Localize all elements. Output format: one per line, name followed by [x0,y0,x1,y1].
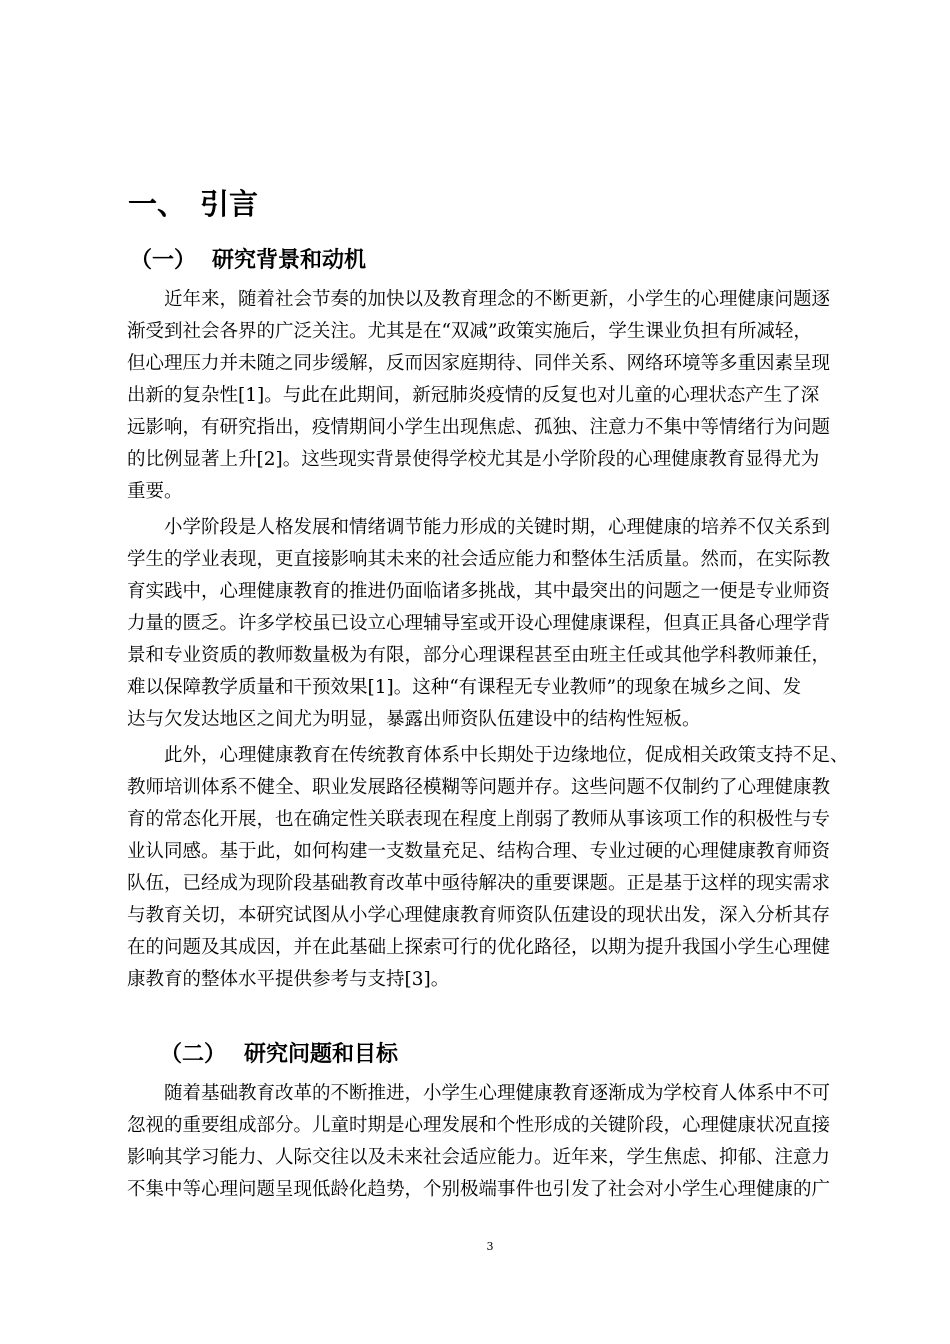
text-line: 学生的学业表现，更直接影响其未来的社会适应能力和整体生活质量。然而，在实际教 [127,549,831,570]
text-line: 教师培训体系不健全、职业发展路径模糊等问题并存。这些问题不仅制约了心理健康教 [127,777,831,798]
text-line: 但心理压力并未随之同步缓解，反而因家庭期待、同伴关系、网络环境等多重因素呈现 [127,353,831,374]
text-line: 影响其学习能力、人际交往以及未来社会适应能力。近年来，学生焦虑、抑郁、注意力 [127,1147,831,1168]
text-line: 远影响，有研究指出，疫情期间小学生出现焦虑、孤独、注意力不集中等情绪行为问题 [127,417,831,438]
chapter-heading [128,186,258,222]
section-heading-questions [160,1040,398,1070]
text-line: 重要。 [127,481,183,502]
text-line: 不集中等心理问题呈现低龄化趋势，个别极端事件也引发了社会对小学生心理健康的广 [127,1179,831,1200]
text-line: 渐受到社会各界的广泛关注。尤其是在“双减”政策实施后，学生课业负担有所减轻， [127,321,812,342]
text-line: 达与欠发达地区之间尤为明显，暴露出师资队伍建设中的结构性短板。 [127,709,701,730]
text-line: 育实践中，心理健康教育的推进仍面临诸多挑战，其中最突出的问题之一便是专业师资 [127,581,831,602]
text-line: 随着基础教育改革的不断推进，小学生心理健康教育逐渐成为学校育人体系中不可 [127,1083,831,1104]
text-line: 的比例显著上升[2]。这些现实背景使得学校尤其是小学阶段的心理健康教育显得尤为 [127,449,820,470]
text-line: 业认同感。基于此，如何构建一支数量充足、结构合理、专业过硬的心理健康教育师资 [127,841,831,862]
section-title: 研究问题和目标 [244,1042,399,1067]
text-line: 难以保障教学质量和干预效果[1]。这种“有课程无专业教师”的现象在城乡之间、发 [127,677,802,698]
section-number: （二） [160,1042,227,1067]
text-line: 育的常态化开展，也在确定性关联表现在程度上削弱了教师从事该项工作的积极性与专 [127,809,831,830]
text-line: 此外，心理健康教育在传统教育体系中长期处于边缘地位，促成相关政策支持不足、 [127,745,849,766]
text-line: 小学阶段是人格发展和情绪调节能力形成的关键时期，心理健康的培养不仅关系到 [127,517,831,538]
section-number: （一） [130,248,197,273]
text-line: 在的问题及其成因，并在此基础上探索可行的优化路径，以期为提升我国小学生心理健 [127,937,831,958]
text-line: 与教育关切，本研究试图从小学心理健康教育师资队伍建设的现状出发，深入分析其存 [127,905,831,926]
section-title: 研究背景和动机 [212,248,367,273]
text-line: 忽视的重要组成部分。儿童时期是心理发展和个性形成的关键阶段，心理健康状况直接 [127,1115,831,1136]
section-heading-background [130,246,366,276]
text-line: 康教育的整体水平提供参考与支持[3]。 [127,969,450,990]
text-line: 力量的匮乏。许多学校虽已设立心理辅导室或开设心理健康课程，但真正具备心理学背 [127,613,831,634]
page-number: 3 [486,1240,494,1253]
chapter-title: 引言 [200,187,259,221]
text-line: 出新的复杂性[1]。与此在此期间，新冠肺炎疫情的反复也对儿童的心理状态产生了深 [127,385,820,406]
text-line: 近年来，随着社会节奏的加快以及教育理念的不断更新，小学生的心理健康问题逐 [127,289,831,310]
text-line: 队伍，已经成为现阶段基础教育改革中亟待解决的重要课题。正是基于这样的现实需求 [127,873,831,894]
chapter-number: 一、 [128,187,187,221]
text-line: 景和专业资质的教师数量极为有限，部分心理课程甚至由班主任或其他学科教师兼任， [127,645,831,666]
